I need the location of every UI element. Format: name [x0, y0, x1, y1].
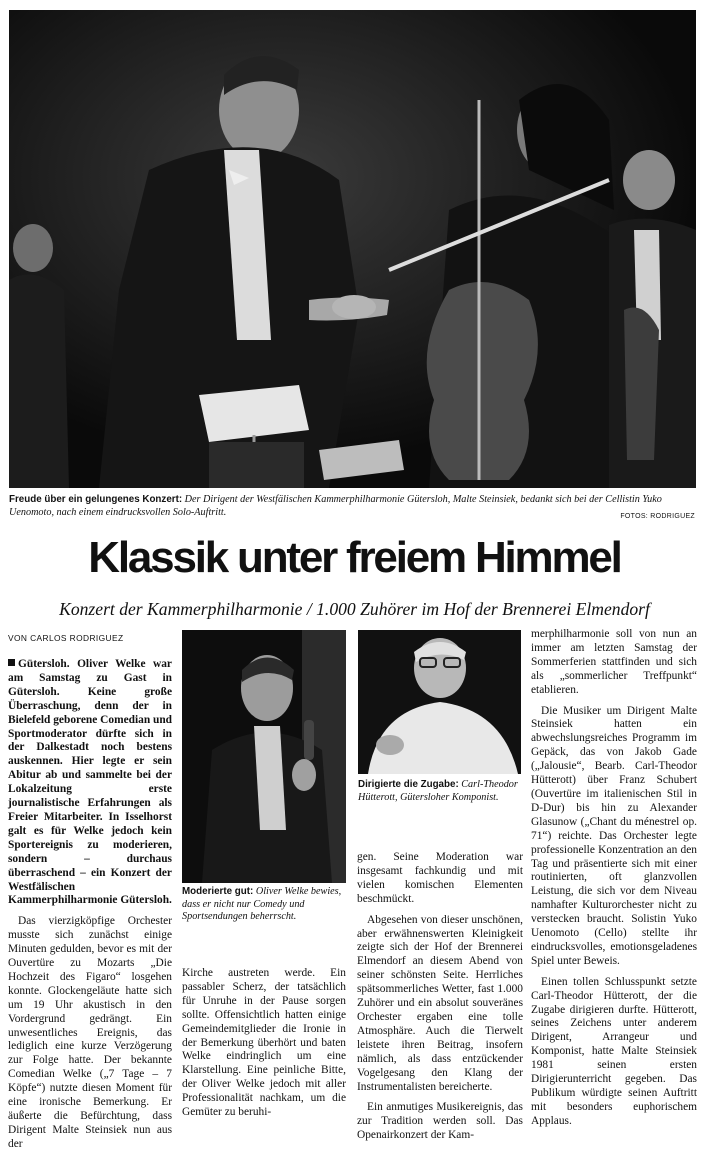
square-bullet-icon [8, 659, 15, 666]
article-column-1 [8, 658, 172, 1152]
subheadline: Konzert der Kammerphilharmonie / 1.000 Zuhörer im Hof der Brennerei Elmendorf [59, 599, 650, 619]
caption-text: Oliver Welke bewies, dass er nicht nur Comedy und Sportsendungen beherrscht. [182, 886, 342, 923]
huetterott-photo [358, 630, 521, 774]
welke-caption [182, 886, 348, 924]
paragraph: Die Musiker um Dirigent Malte Steinsiek hatten ein abwechslungsreiches Programm im Gepäck, das von Jakob Gade („Jalousie“, Bearb. Carl-Theodor Hütterott) über Franz Schubert (Ouvertüre im italienischen Stil in D-Dur) bis hin zu Alexander Glasunow („Chant du ménestrel op. 71“) reichte. Das Orchester legte professionelle Konzentration an den Tag und präsentierte sich mit einer routinierten, oft glanzvollen Leistung, die sich vor dem Niveau namhafter Kulturorchester nicht zu verstecken braucht. Solistin Yuko Uenomoto (Cello) stellte ihr eindrucksvolles, emotionsgeladenes Spiel unter Beweis. [531, 704, 697, 967]
paragraph: Das vierzigköpfige Orchester musste sich zunächst einige Minuten gedulden, bevor es mit der Ouvertüre zu Mozarts „Die Hochzeit des Figaro“ losgehen konnte. Glockengeläute hatte sich um 19 Uhr akustisch in den Vordergrund gedrängt. Ein unwesentliches Ereignis, das lediglich eine kurze Verzögerung zur Folge hatte. Der bekannte Comedian Welke („7 Tage – 7 Köpfe“) nutzte diesen Moment für eine ironische Bemerkung. Er äußerte die Befürchtung, dass Dirigent Malte Steinsiek nun aus der [8, 915, 172, 1150]
caption-lead: Dirigierte die Zugabe: [358, 779, 459, 790]
paragraph: gen. Seine Moderation war insgesamt fachkundig und mit vielen komischen Elementen beschmückt. [357, 851, 523, 905]
caption-text: Der Dirigent der Westfälischen Kammerphilharmonie Gütersloh, Malte Steinsiek, bedankt sich bei der Cellistin Yuko Uenomoto, nach einem eindrucksvollen Solo-Auftritt. [9, 494, 662, 518]
article-column-2 [182, 967, 346, 1120]
paragraph: Kirche austreten werde. Ein passabler Scherz, der tatsächlich für Unruhe in der Pause sorgen sollte. Offensichtlich hatten einige Gemeindemitglieder die Ironie in der Bemerkung überhört und baten Welke eindringlich um eine Klarstellung. Eine peinliche Bitte, der Oliver Welke jedoch mit aller Professionalität nachkam, um die Gemüter zu beruhi- [182, 967, 346, 1119]
concert-photo [9, 10, 696, 488]
photo-credit: FOTOS: RODRIGUEZ [620, 513, 695, 520]
caption-lead: Freude über ein gelungenes Konzert: [9, 494, 183, 505]
paragraph: Einen tollen Schlusspunkt setzte Carl-Theodor Hütterott, der die Zugabe dirigieren durfte. Hütterott, seines Zeichens unter anderem Dirigent, Arrangeur und Komponist, hatte Malte Steinsiek 1981 seinen ersten Dirigierunterricht gegeben. Das Publikum würdigte seinen Auftritt mit besonders euphorischem Applaus. [531, 975, 697, 1127]
article-column-3 [357, 851, 523, 1143]
caption-lead: Moderierte gut: [182, 886, 254, 897]
lead-paragraph [8, 658, 172, 908]
article-column-4 [531, 628, 697, 1129]
portrait-man-glasses-icon [358, 630, 521, 774]
byline: VON CARLOS RODRIGUEZ [8, 633, 124, 643]
concert-handshake-icon [9, 10, 696, 488]
speaker-microphone-icon [182, 630, 346, 883]
paragraph: Abgesehen von dieser unschönen, aber erwähnenswerten Kleinigkeit zeigte sich der Hof der Brennerei Elmendorf an diesem Abend von seiner schönsten Seite. Herrliches spätsommerliches Wetter, fast 1.000 Zuhörer und ein absolut souveränes Orchester ergaben eine tolle Atmosphäre. Auch die Tierwelt leistete ihren Beitrag, insofern nämlich, als dass entzückender Vogelgesang den Klang der Instrumentalisten bereicherte. [357, 913, 523, 1093]
top-photo-caption [9, 494, 696, 519]
welke-photo [182, 630, 346, 883]
paragraph: Ein anmutiges Musikereignis, das zur Tradition werden soll. Das Openairkonzert der Kam- [357, 1101, 523, 1142]
huetterott-caption [358, 779, 522, 804]
lead-text: Gütersloh. Oliver Welke war am Samstag zu Gast in Gütersloh. Keine große Überraschung, denn der in Bielefeld geborene Comedian und Sportmoderator dürfte sich in der Dalkestadt noch bestens auskennen. Hier legte er sein Abitur ab und sammelte bei der Lokalzeitung erste journalistische Erfahrungen als Freier Mitarbeiter. In Isselhorst galt es für Welke jedoch kein Sportereignis zu moderieren, sondern – durchaus überraschend – ein Konzert der Westfälischen Kammerphilharmonie Gütersloh. [8, 658, 173, 907]
headline: Klassik unter freiem Himmel [88, 533, 621, 582]
paragraph: merphilharmonie soll von nun an immer am letzten Samstag der Sommerferien stattfinden und sich als „sommerlicher Treffpunkt“ etablieren. [531, 628, 697, 696]
caption-text: Carl-Theodor Hütterott, Gütersloher Komponist. [358, 779, 518, 803]
